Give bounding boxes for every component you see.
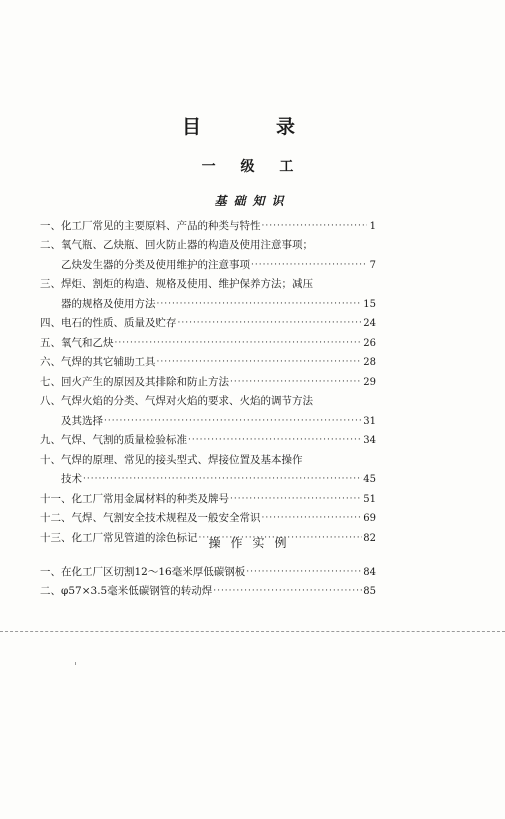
toc-leader-dots <box>230 376 362 389</box>
toc-entry <box>40 233 376 253</box>
toc-entry-text: 技术 <box>61 473 82 485</box>
toc-entry-number: 十一、 <box>40 492 72 505</box>
toc-leader-dots <box>251 259 367 272</box>
toc-entry <box>40 486 376 506</box>
toc-entry-number: 十三、 <box>40 531 72 544</box>
toc-entry <box>40 408 376 428</box>
toc-entry <box>40 559 376 579</box>
toc-entry-number: 八、 <box>40 395 61 407</box>
toc-entry-number: 七、 <box>40 375 61 388</box>
toc-entry-text: 气焊的原理、常见的接头型式、焊接位置及基本操作 <box>61 453 303 466</box>
toc-entry-text: 气焊的其它辅助工具 <box>61 356 156 368</box>
toc-entry-number: 十二、 <box>40 512 72 524</box>
toc-entry <box>40 369 376 389</box>
toc-leader-dots <box>246 566 362 579</box>
toc-entry-text: 在化工厂区切割12～16毫米厚低碳钢板 <box>61 565 246 578</box>
toc-entry-number: 五、 <box>40 336 61 349</box>
toc-entry-text: 及其选择 <box>61 414 103 427</box>
toc-page-number: 82 <box>363 532 376 544</box>
toc-entry-number: 三、 <box>40 278 61 290</box>
toc-list-basics <box>40 213 376 545</box>
toc-entry-text: 电石的性质、质量及贮存 <box>61 317 177 329</box>
toc-page-number: 28 <box>363 357 376 368</box>
toc-entry-text: 氧气和乙炔 <box>61 336 114 349</box>
page-title: 目 录 <box>181 116 323 138</box>
toc-page-number: 26 <box>363 337 376 349</box>
toc-entry <box>40 272 376 292</box>
toc-entry-number: 一、 <box>40 219 61 232</box>
toc-leader-dots <box>262 512 363 525</box>
toc-leader-dots <box>157 356 363 369</box>
toc-entry-number: 六、 <box>40 356 61 368</box>
scan-speck <box>75 662 76 665</box>
toc-entry-number: 一、 <box>40 565 61 578</box>
toc-page-number: 84 <box>363 566 376 578</box>
toc-entry-text: 回火产生的原因及其排除和防止方法 <box>61 375 229 388</box>
toc-list-examples <box>40 559 376 598</box>
toc-page-number: 15 <box>363 298 376 310</box>
toc-entry-text: φ57×3.5毫米低碳钢管的转动焊 <box>61 585 213 597</box>
toc-leader-dots <box>157 298 363 311</box>
toc-entry <box>40 213 376 233</box>
toc-entry <box>40 350 376 370</box>
toc-entry <box>40 506 376 526</box>
toc-entry <box>40 428 376 448</box>
toc-entry-text: 焊炬、割炬的构造、规格及使用、维护保养方法；减压 <box>61 278 313 290</box>
toc-leader-dots <box>83 473 362 486</box>
toc-leader-dots <box>115 337 363 350</box>
toc-entry-text: 氧气瓶、乙炔瓶、回火防止器的构造及使用注意事项； <box>61 239 313 251</box>
toc-entry-text: 乙炔发生器的分类及使用维护的注意事项 <box>61 258 250 271</box>
toc-page-number: 7 <box>369 259 376 271</box>
toc-entry <box>40 389 376 409</box>
toc-entry-text: 气焊、气割安全技术规程及一般安全常识 <box>71 512 261 524</box>
toc-entry <box>40 252 376 272</box>
toc-entry-number: 二、 <box>40 585 61 597</box>
toc-entry-text: 气焊、气割的质量检验标准 <box>61 434 187 446</box>
toc-entry-text: 化工厂常见的主要原料、产品的种类与特性 <box>61 219 261 232</box>
toc-entry <box>40 311 376 331</box>
toc-page-number: 29 <box>363 376 376 388</box>
toc-entry-number: 九、 <box>40 434 61 446</box>
toc-page-number: 51 <box>363 493 376 505</box>
toc-page-number: 1 <box>369 220 376 232</box>
toc-leader-dots <box>188 434 362 447</box>
toc-entry-number: 十、 <box>40 453 61 466</box>
toc-entry <box>40 467 376 487</box>
toc-entry-number: 二、 <box>40 239 61 251</box>
toc-entry-text: 化工厂常见管道的涂色标记 <box>71 531 198 544</box>
toc-leader-dots <box>230 493 362 506</box>
toc-page-number: 34 <box>363 435 376 446</box>
toc-entry-number: 四、 <box>40 317 61 329</box>
toc-page-number: 69 <box>363 513 376 524</box>
toc-leader-dots <box>262 220 368 233</box>
toc-leader-dots <box>178 317 363 330</box>
toc-leader-dots <box>213 585 362 598</box>
toc-entry-text: 气焊火焰的分类、气焊对火焰的要求、火焰的调节方法 <box>61 395 313 407</box>
toc-entry-text: 器的规格及使用方法 <box>61 297 156 310</box>
toc-page-number: 45 <box>363 474 376 485</box>
toc-page-number: 85 <box>363 586 376 597</box>
page-divider <box>0 631 505 632</box>
toc-entry-text: 化工厂常用金属材料的种类及牌号 <box>71 492 229 505</box>
section-heading-basics: 基础知识 <box>214 194 291 208</box>
section-heading-examples: 操作实例 <box>208 536 297 550</box>
toc-entry <box>40 291 376 311</box>
toc-entry <box>40 447 376 467</box>
toc-entry <box>40 579 376 599</box>
toc-page-number: 24 <box>363 318 376 329</box>
toc-entry <box>40 330 376 350</box>
toc-leader-dots <box>104 415 362 428</box>
toc-page-number: 31 <box>363 415 376 427</box>
level-heading: 一 级 工 <box>201 159 304 175</box>
